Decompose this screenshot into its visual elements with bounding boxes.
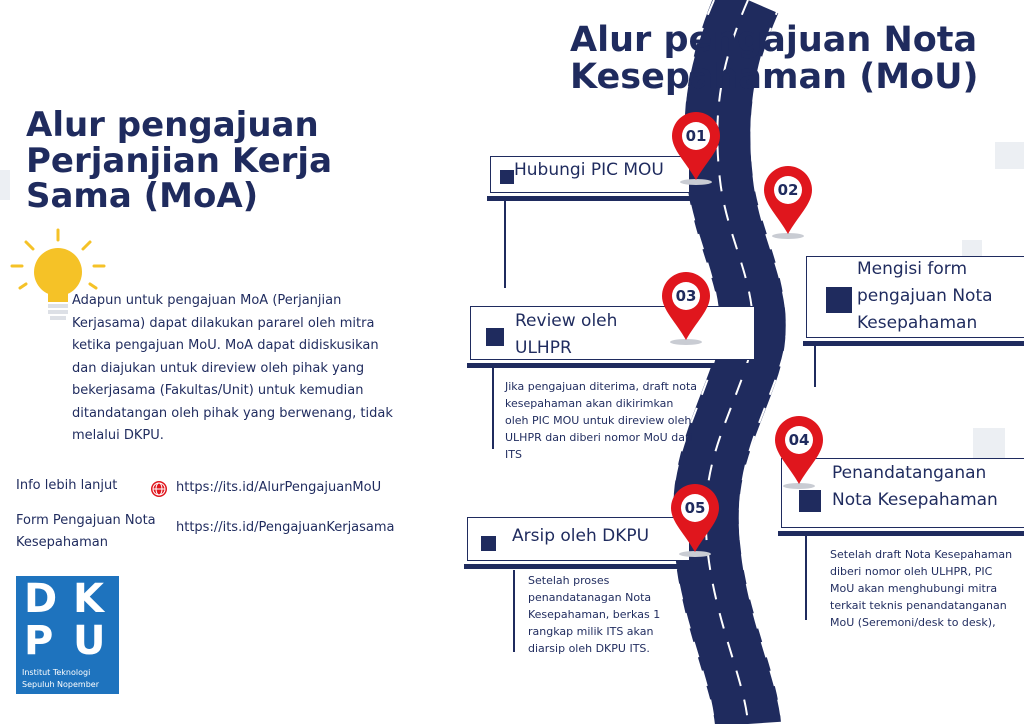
info-link[interactable]: https://its.id/AlurPengajuanMoU xyxy=(176,480,382,495)
step-05-label: Arsip oleh DKPU xyxy=(512,526,650,546)
logo-line-2: Sepuluh Nopember xyxy=(22,680,100,689)
pin-02-number: 02 xyxy=(777,181,799,199)
form-link[interactable]: https://its.id/PengajuanKerjasama xyxy=(176,520,395,535)
moa-description: Adapun untuk pengajuan MoA (Perjanjian Kerjasama) dapat dilakukan pararel oleh mitra ketika pengajuan MoU. MoA dapat didiskusikan dan diajukan untuk direview oleh pihak yang bekerjasama (Fakultas/Unit) untuk kemudian ditandatangan oleh pihak yang berwenang, tidak melalui DKPU. xyxy=(72,293,393,443)
step-04-line xyxy=(805,536,807,620)
step-01-marker xyxy=(500,170,514,184)
step-04-description: Setelah draft Nota Kesepahaman diberi nomor oleh ULHPR, PIC MoU akan menghubungi mitra terkait teknis penandatanganan MoU (Seremoni/desk to desk), xyxy=(830,548,1013,629)
step-03-line xyxy=(492,367,494,449)
pin-05-icon xyxy=(665,482,725,562)
step-03-label: Review oleh ULHPR xyxy=(515,311,618,358)
step-02-marker xyxy=(826,287,852,313)
pin-03-number: 03 xyxy=(675,287,697,305)
step-04-label: Penandatanganan Nota Kesepahaman xyxy=(832,463,998,510)
step-03-description: Jika pengajuan diterima, draft nota kesepahaman akan dikirimkan oleh PIC MOU untuk direview oleh ULHPR dan diberi nomor MoU dari ITS xyxy=(505,380,698,461)
logo-line-1: Institut Teknologi xyxy=(22,668,91,677)
step-05-line xyxy=(513,570,515,652)
moa-title: Alur pengajuan Perjanjian Kerja Sama (MoA) xyxy=(26,105,333,217)
logo-letter-d: D xyxy=(24,576,58,622)
step-01-line xyxy=(504,196,506,288)
dkpu-logo xyxy=(16,576,119,694)
logo-letter-u: U xyxy=(73,618,106,664)
pin-01-number: 01 xyxy=(685,127,707,145)
step-05-description: Setelah proses penandatanagan Nota Kesepahaman, berkas 1 rangkap milik ITS akan diarsip oleh DKPU ITS. xyxy=(528,574,661,655)
pin-04-number: 04 xyxy=(788,431,810,449)
step-02-label: Mengisi form pengajuan Nota Kesepahaman xyxy=(857,259,993,333)
pin-04-icon xyxy=(769,414,829,494)
globe-icon xyxy=(150,480,168,498)
step-05-marker xyxy=(481,536,496,551)
step-01-label: Hubungi PIC MOU xyxy=(514,160,664,180)
pin-01-icon xyxy=(666,110,726,190)
pin-02-icon xyxy=(758,164,818,244)
pin-05-number: 05 xyxy=(684,499,706,517)
pin-03-icon xyxy=(656,270,716,350)
info-label: Info lebih lanjut xyxy=(16,478,118,493)
form-label: Form Pengajuan Nota Kesepahaman xyxy=(16,513,156,550)
step-03-marker xyxy=(486,328,504,346)
mou-title: Alur pengajuan Nota Kesepahaman (MoU) xyxy=(570,20,979,97)
step-02-line xyxy=(814,345,816,387)
logo-letter-p: P xyxy=(24,618,54,664)
logo-letter-k: K xyxy=(73,576,104,622)
